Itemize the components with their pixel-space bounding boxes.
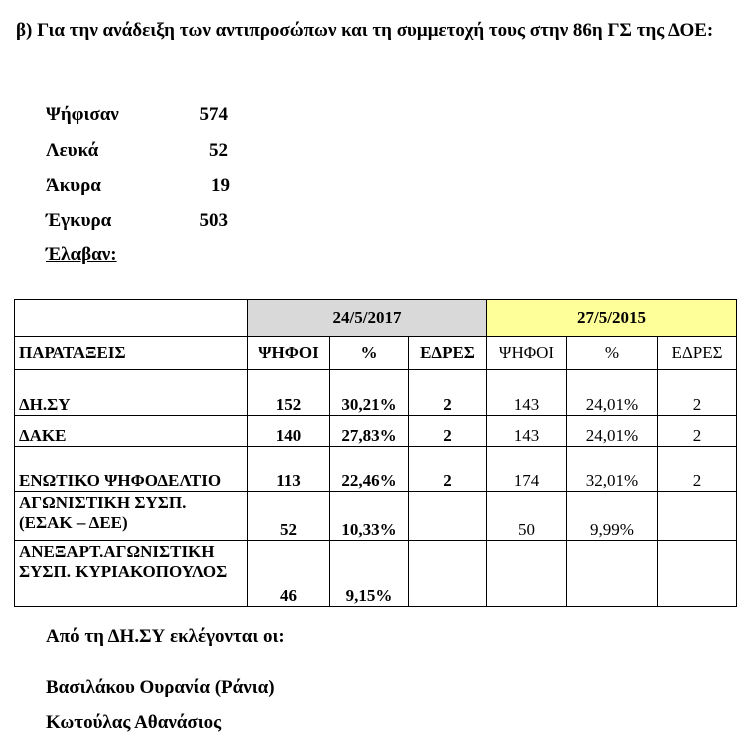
table-row xyxy=(15,541,737,607)
party-name: ΔΗ.ΣΥ xyxy=(15,370,248,416)
col-party-header: ΠΑΡΑΤΑΞΕΙΣ xyxy=(15,337,248,370)
votes-2017: 52 xyxy=(248,492,330,541)
pct-2015 xyxy=(567,541,658,607)
seats-2015 xyxy=(658,541,737,607)
stat-label: Έγκυρα xyxy=(46,210,112,231)
column-header-row xyxy=(15,337,737,370)
votes-2015: 174 xyxy=(487,447,567,492)
seats-2017 xyxy=(409,492,487,541)
stat-label: Ψήφισαν xyxy=(46,104,119,125)
table-row xyxy=(15,447,737,492)
stat-label: Λευκά xyxy=(46,140,99,161)
empty-corner-cell xyxy=(15,300,248,337)
stat-value: 574 xyxy=(199,104,228,125)
votes-2015: 143 xyxy=(487,370,567,416)
votes-2017: 46 xyxy=(248,541,330,607)
pct-2015: 9,99% xyxy=(567,492,658,541)
seats-2017: 2 xyxy=(409,447,487,492)
col-pct-2017-header: % xyxy=(330,337,409,370)
seats-2017: 2 xyxy=(409,416,487,447)
party-name: ΕΝΩΤΙΚΟ ΨΗΦΟΔΕΛΤΙΟ xyxy=(15,447,248,492)
section-heading: β) Για την ανάδειξη των αντιπροσώπων και τη συμμετοχή τους στην 86η ΓΣ της ΔΟΕ: xyxy=(16,20,714,41)
col-votes-2017-header: ΨΗΦΟΙ xyxy=(248,337,330,370)
received-label: Έλαβαν: xyxy=(46,244,117,265)
pct-2017: 22,46% xyxy=(330,447,409,492)
stat-label: Άκυρα xyxy=(46,175,101,196)
seats-2015 xyxy=(658,492,737,541)
seats-2017 xyxy=(409,541,487,607)
pct-2015: 24,01% xyxy=(567,416,658,447)
col-pct-2015-header: % xyxy=(567,337,658,370)
stat-value: 52 xyxy=(209,140,228,161)
votes-2017: 113 xyxy=(248,447,330,492)
stat-value: 19 xyxy=(211,175,230,196)
votes-2015 xyxy=(487,541,567,607)
col-seats-2017-header: ΕΔΡΕΣ xyxy=(409,337,487,370)
votes-2017: 152 xyxy=(248,370,330,416)
table-row xyxy=(15,492,737,541)
elected-intro: Από τη ΔΗ.ΣΥ εκλέγονται οι: xyxy=(46,626,285,647)
col-seats-2015-header: ΕΔΡΕΣ xyxy=(658,337,737,370)
elected-name: Βασιλάκου Ουρανία (Ράνια) xyxy=(46,677,275,698)
party-name: ΔΑΚΕ xyxy=(15,416,248,447)
party-name: ΑΓΩΝΙΣΤΙΚΗ ΣΥΣΠ. (ΕΣΑΚ – ΔΕΕ) xyxy=(15,492,248,541)
pct-2015: 32,01% xyxy=(567,447,658,492)
date-header-row xyxy=(15,300,737,337)
seats-2015: 2 xyxy=(658,447,737,492)
party-name: ΑΝΕΞΑΡΤ.ΑΓΩΝΙΣΤΙΚΗ ΣΥΣΠ. ΚΥΡΙΑΚΟΠΟΥΛΟΣ xyxy=(15,541,248,607)
seats-2017: 2 xyxy=(409,370,487,416)
pct-2017: 27,83% xyxy=(330,416,409,447)
votes-2015: 50 xyxy=(487,492,567,541)
seats-2015: 2 xyxy=(658,370,737,416)
table-row xyxy=(15,416,737,447)
pct-2017: 9,15% xyxy=(330,541,409,607)
pct-2015: 24,01% xyxy=(567,370,658,416)
stat-value: 503 xyxy=(199,210,228,231)
votes-2017: 140 xyxy=(248,416,330,447)
seats-2015: 2 xyxy=(658,416,737,447)
date-2017-header: 24/5/2017 xyxy=(248,300,487,337)
votes-2015: 143 xyxy=(487,416,567,447)
table-row xyxy=(15,370,737,416)
date-2015-header: 27/5/2015 xyxy=(487,300,737,337)
pct-2017: 30,21% xyxy=(330,370,409,416)
pct-2017: 10,33% xyxy=(330,492,409,541)
elected-name: Κωτούλας Αθανάσιος xyxy=(46,712,222,733)
col-votes-2015-header: ΨΗΦΟΙ xyxy=(487,337,567,370)
results-table xyxy=(14,299,737,607)
